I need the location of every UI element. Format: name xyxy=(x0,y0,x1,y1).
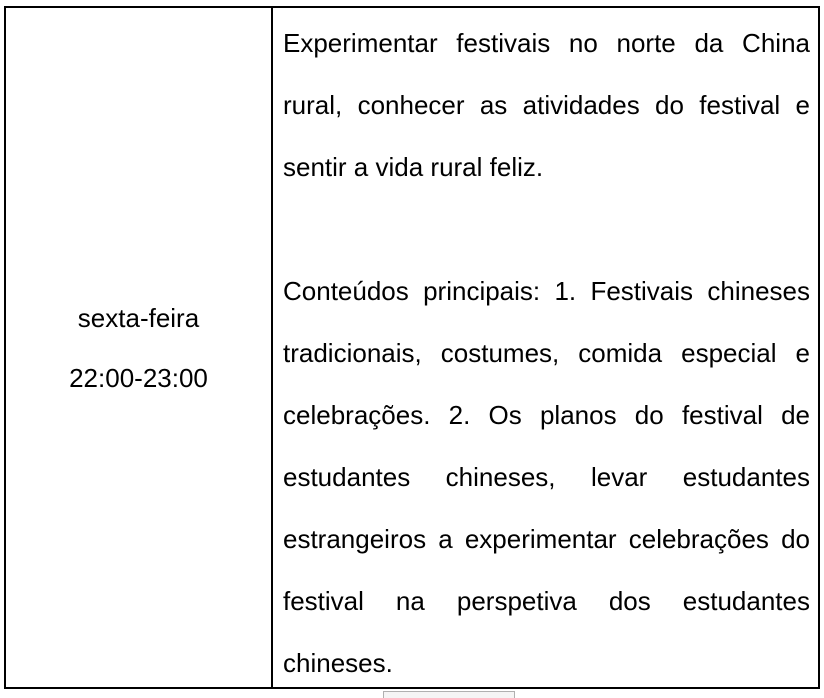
description-paragraph-2: Conteúdos principais: 1. Festivais chineses tradicionais, costumes, comida especial e celebrações. 2. Os planos do festival de estudantes chineses, levar estudantes estrangeiros a experimentar celebrações do festival na perspetiva dos estudantes chineses. xyxy=(283,276,810,678)
cropped-next-element-artifact xyxy=(383,691,515,698)
description-paragraph-1: Experimentar festivais no norte da China rural, conhecer as atividades do festival e sentir a vida rural feliz. xyxy=(283,28,810,182)
time-range-label: 22:00-23:00 xyxy=(69,362,208,393)
day-label: sexta-feira xyxy=(77,302,200,333)
time-cell xyxy=(6,8,273,687)
description-cell xyxy=(273,8,818,687)
schedule-table xyxy=(4,6,820,689)
